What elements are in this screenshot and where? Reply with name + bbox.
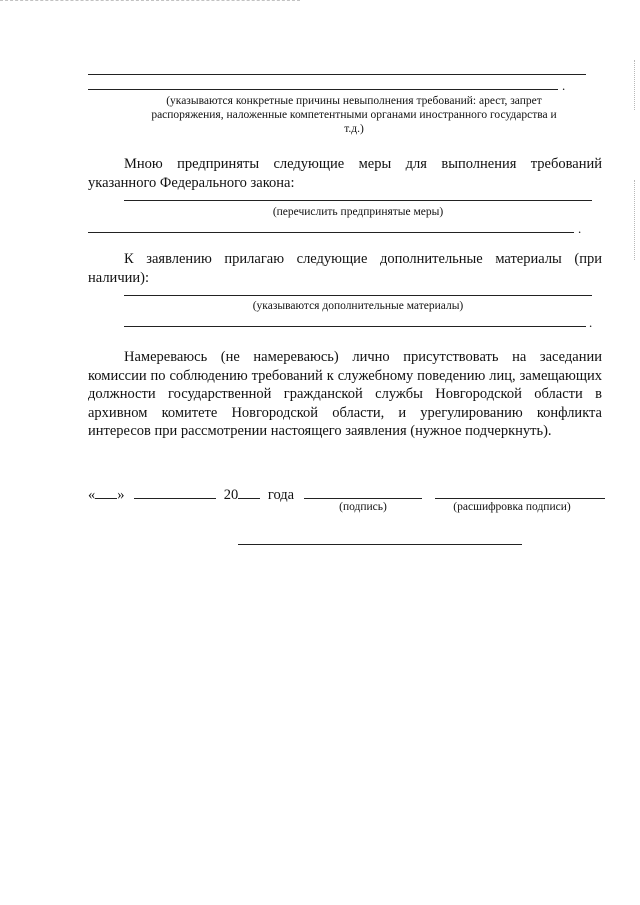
intent-text: Намереваюсь (не намереваюсь) лично присутствовать на заседании комиссии по соблюдению требований к служебному поведению лиц, замещающих должности государственной гражданской службы Новгородской области в архивном комитете Новгородской области, и урегулированию конфликта интересов при рассмотрении настоящего заявления (нужное подчеркнуть). — [88, 349, 602, 439]
edge-artifact — [634, 60, 636, 110]
day-field[interactable] — [95, 484, 117, 499]
line-end-mark: . — [562, 78, 566, 93]
materials-hint: (указываются дополнительные материалы) — [252, 300, 464, 312]
year-field[interactable] — [238, 484, 260, 499]
fill-line[interactable] — [88, 89, 558, 90]
open-quote: « — [88, 487, 96, 503]
edge-artifact — [634, 180, 636, 260]
reasons-hint: (указываются конкретные причины невыполнения требований: арест, запрет распоряжения, наложенные компетентными органами иностранного государства и т.д.) — [151, 95, 557, 135]
close-quote: » — [117, 487, 125, 503]
line-end-mark: . — [578, 221, 582, 236]
fill-line[interactable] — [88, 74, 586, 75]
measures-hint: (перечислить предпринятые меры) — [272, 206, 444, 218]
century-text: 20 — [223, 487, 239, 503]
year-word: года — [267, 487, 295, 503]
signature-hint: (подпись) — [339, 501, 387, 513]
signature-decode-field[interactable] — [435, 484, 605, 499]
intent-paragraph — [88, 348, 602, 441]
scan-edge-artifact — [0, 0, 300, 4]
fill-line[interactable] — [88, 232, 574, 233]
fill-line[interactable] — [124, 326, 586, 327]
measures-text: Мною предприняты следующие меры для выполнения требований указанного Федерального закона: — [88, 156, 602, 191]
decode-hint: (расшифровка подписи) — [453, 501, 571, 513]
measures-paragraph — [88, 155, 602, 192]
signature-field[interactable] — [304, 484, 422, 499]
bottom-line[interactable] — [238, 544, 522, 545]
fill-line[interactable] — [124, 200, 592, 201]
month-field[interactable] — [134, 484, 216, 499]
materials-text: К заявлению прилагаю следующие дополнительные материалы (при наличии): — [88, 251, 602, 286]
fill-line[interactable] — [124, 295, 592, 296]
line-end-mark: . — [589, 315, 593, 330]
materials-paragraph — [88, 250, 602, 287]
